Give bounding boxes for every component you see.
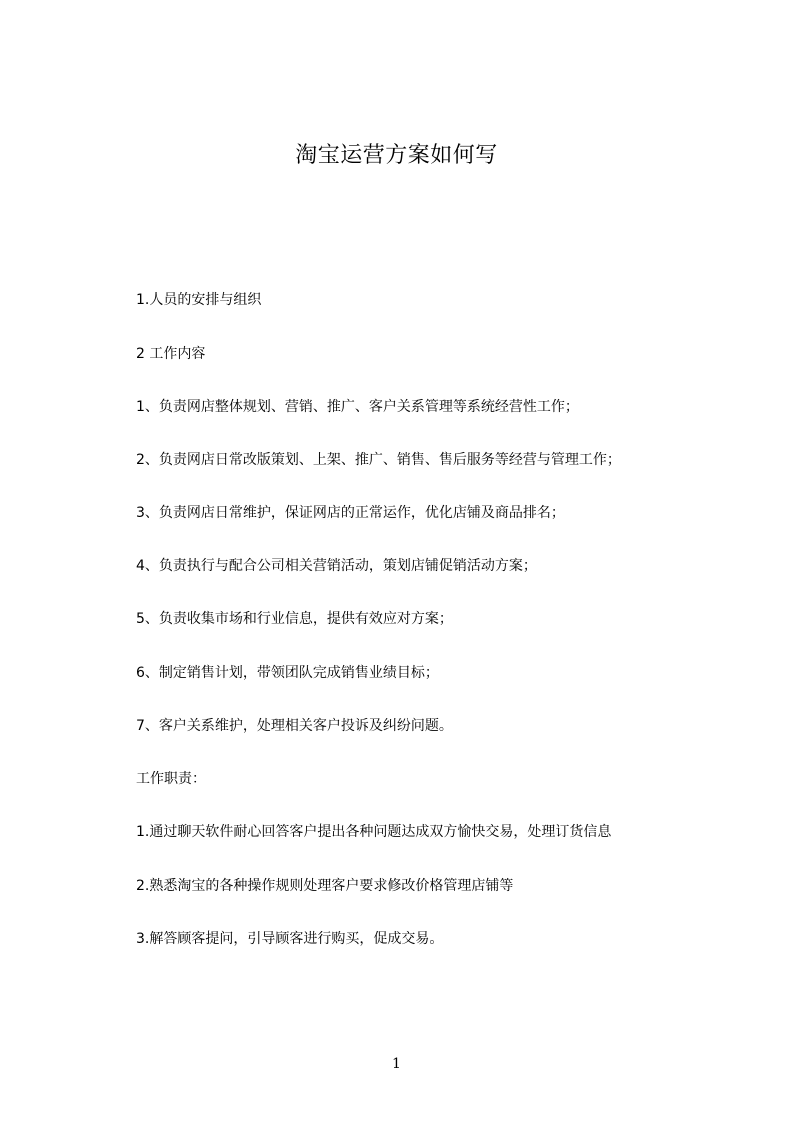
- page-number: 1: [392, 1056, 401, 1072]
- responsibility-item-2: 2.熟悉淘宝的各种操作规则处理客户要求修改价格管理店铺等: [136, 878, 514, 894]
- section-heading-work-content: 2 工作内容: [136, 346, 206, 362]
- paragraph-item-6: 6、制定销售计划，带领团队完成销售业绩目标；: [136, 665, 439, 681]
- responsibility-item-3: 3.解答顾客提问，引导顾客进行购买，促成交易。: [136, 931, 444, 947]
- paragraph-item-4: 4、负责执行与配合公司相关营销活动，策划店铺促销活动方案；: [136, 558, 537, 574]
- paragraph-item-3: 3、负责网店日常维护，保证网店的正常运作，优化店铺及商品排名；: [136, 505, 565, 521]
- paragraph-item-1: 1、负责网店整体规划、营销、推广、客户关系管理等系统经营性工作；: [136, 399, 579, 415]
- section-heading-responsibilities: 工作职责：: [136, 771, 206, 787]
- paragraph-item-7: 7、客户关系维护，处理相关客户投诉及纠纷问题。: [136, 718, 453, 734]
- paragraph-item-5: 5、负责收集市场和行业信息，提供有效应对方案；: [136, 611, 453, 627]
- document-title: 淘宝运营方案如何写: [295, 143, 498, 168]
- responsibility-item-1: 1.通过聊天软件耐心回答客户提出各种问题达成双方愉快交易，处理订货信息: [136, 824, 612, 840]
- paragraph-item-2: 2、负责网店日常改版策划、上架、推广、销售、售后服务等经营与管理工作；: [136, 452, 621, 468]
- section-heading-staffing: 1.人员的安排与组织: [136, 292, 262, 308]
